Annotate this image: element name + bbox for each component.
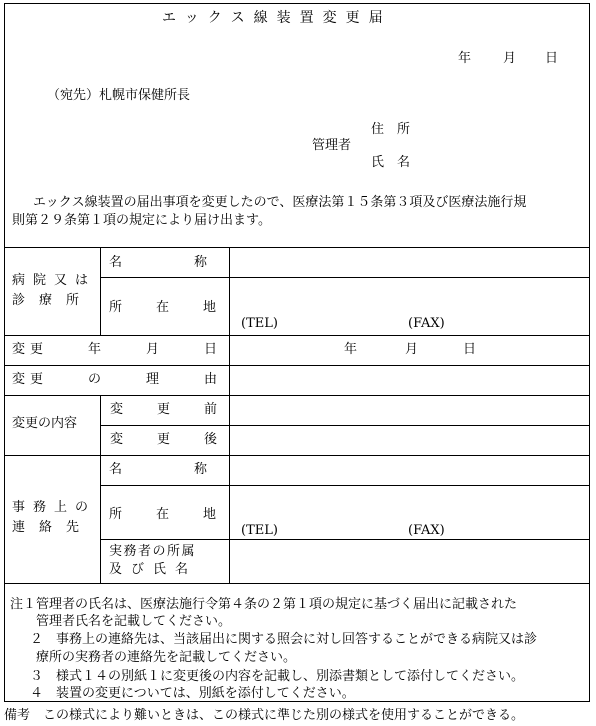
label-char: の bbox=[87, 372, 101, 387]
intro-line-2: 則第２９条第１項の規定により届け出ます。 bbox=[12, 213, 271, 228]
row-line bbox=[4, 455, 590, 456]
change-date-month: 月 bbox=[405, 342, 419, 357]
contact-staff-label-2: 及び氏名 bbox=[109, 562, 198, 577]
col-line bbox=[100, 247, 101, 335]
table-bottom-line bbox=[4, 583, 590, 584]
header-day: 日 bbox=[545, 51, 559, 66]
note-3-num: ３ bbox=[30, 669, 44, 684]
change-reason-label bbox=[12, 372, 217, 388]
note-2-line-1: 事務上の連絡先は、当該届出に関する照会に対し回答することができる病院又は診 bbox=[56, 632, 538, 647]
sub-row-line bbox=[100, 539, 590, 540]
intro-line-1: エックス線装置の届出事項を変更したので、医療法第１５条第３項及び医療法施行規 bbox=[33, 195, 527, 210]
hospital-fax-label: (FAX) bbox=[408, 316, 445, 331]
row-line bbox=[4, 395, 590, 396]
contact-label-2: 連絡先 bbox=[12, 520, 94, 535]
hospital-label-2: 診療所 bbox=[12, 293, 94, 308]
note-2-num: ２ bbox=[30, 632, 44, 647]
contact-staff-label-1: 実務者の所属 bbox=[109, 544, 197, 559]
hospital-tel-label: (TEL) bbox=[241, 316, 278, 331]
contact-label-1: 事務上の bbox=[12, 500, 97, 515]
note-1-line-1: 管理者の氏名は、医療法施行令第４条の２第１項の規定に基づく届出に記載された bbox=[36, 597, 518, 612]
row-line bbox=[4, 335, 590, 336]
applicant-address-label: 住 所 bbox=[371, 122, 411, 137]
label-char: 日 bbox=[203, 342, 217, 357]
sub-row-line bbox=[100, 425, 590, 426]
remarks: 備考 この様式により難いときは、この様式に準じた別の様式を使用することができる。 bbox=[4, 708, 525, 723]
applicant-name-label: 氏 名 bbox=[371, 155, 411, 170]
note-4-line-1: 装置の変更については、別紙を添付してください。 bbox=[56, 686, 355, 701]
contact-fax-label: (FAX) bbox=[408, 523, 445, 538]
change-after-label: 変更後 bbox=[110, 432, 252, 447]
contact-name-label: 名称 bbox=[109, 462, 280, 477]
label-char: 更 bbox=[29, 372, 43, 387]
note-4-num: ４ bbox=[30, 686, 44, 701]
change-date-label bbox=[12, 342, 217, 358]
change-content-label: 変更の内容 bbox=[12, 416, 78, 431]
header-year: 年 bbox=[458, 51, 472, 66]
label-char: 由 bbox=[203, 372, 217, 387]
header-month: 月 bbox=[503, 51, 517, 66]
table-top-line bbox=[4, 247, 590, 248]
row-line bbox=[4, 365, 590, 366]
sub-row-line bbox=[100, 485, 590, 486]
label-char: 変 bbox=[12, 342, 26, 357]
change-date-day: 日 bbox=[463, 342, 477, 357]
note-1-line-2: 管理者氏名を記載してください。 bbox=[36, 614, 232, 629]
label-char: 月 bbox=[145, 342, 159, 357]
hospital-name-label: 名称 bbox=[109, 255, 280, 270]
contact-address-label: 所在地 bbox=[109, 507, 251, 522]
hospital-label-1: 病院又は bbox=[12, 273, 97, 288]
note-2-line-2: 療所の実務者の連絡先を記載してください。 bbox=[36, 650, 297, 665]
change-date-year: 年 bbox=[344, 342, 358, 357]
addressee: （宛先）札幌市保健所長 bbox=[47, 88, 191, 103]
sub-row-line bbox=[100, 277, 590, 278]
applicant-role: 管理者 bbox=[312, 138, 352, 153]
hospital-address-label: 所在地 bbox=[109, 300, 251, 315]
note-1-num: 注１ bbox=[10, 597, 37, 612]
note-3-line-1: 様式１４の別紙１に変更後の内容を記載し、別添書類として添付してください。 bbox=[56, 669, 525, 684]
col-line bbox=[100, 395, 101, 583]
label-char: 理 bbox=[145, 372, 159, 387]
label-char: 変 bbox=[12, 372, 26, 387]
label-char: 年 bbox=[87, 342, 101, 357]
contact-tel-label: (TEL) bbox=[241, 523, 278, 538]
change-before-label: 変更前 bbox=[110, 402, 252, 417]
label-char: 更 bbox=[29, 342, 43, 357]
form-title: エックス線装置変更届 bbox=[162, 10, 392, 26]
